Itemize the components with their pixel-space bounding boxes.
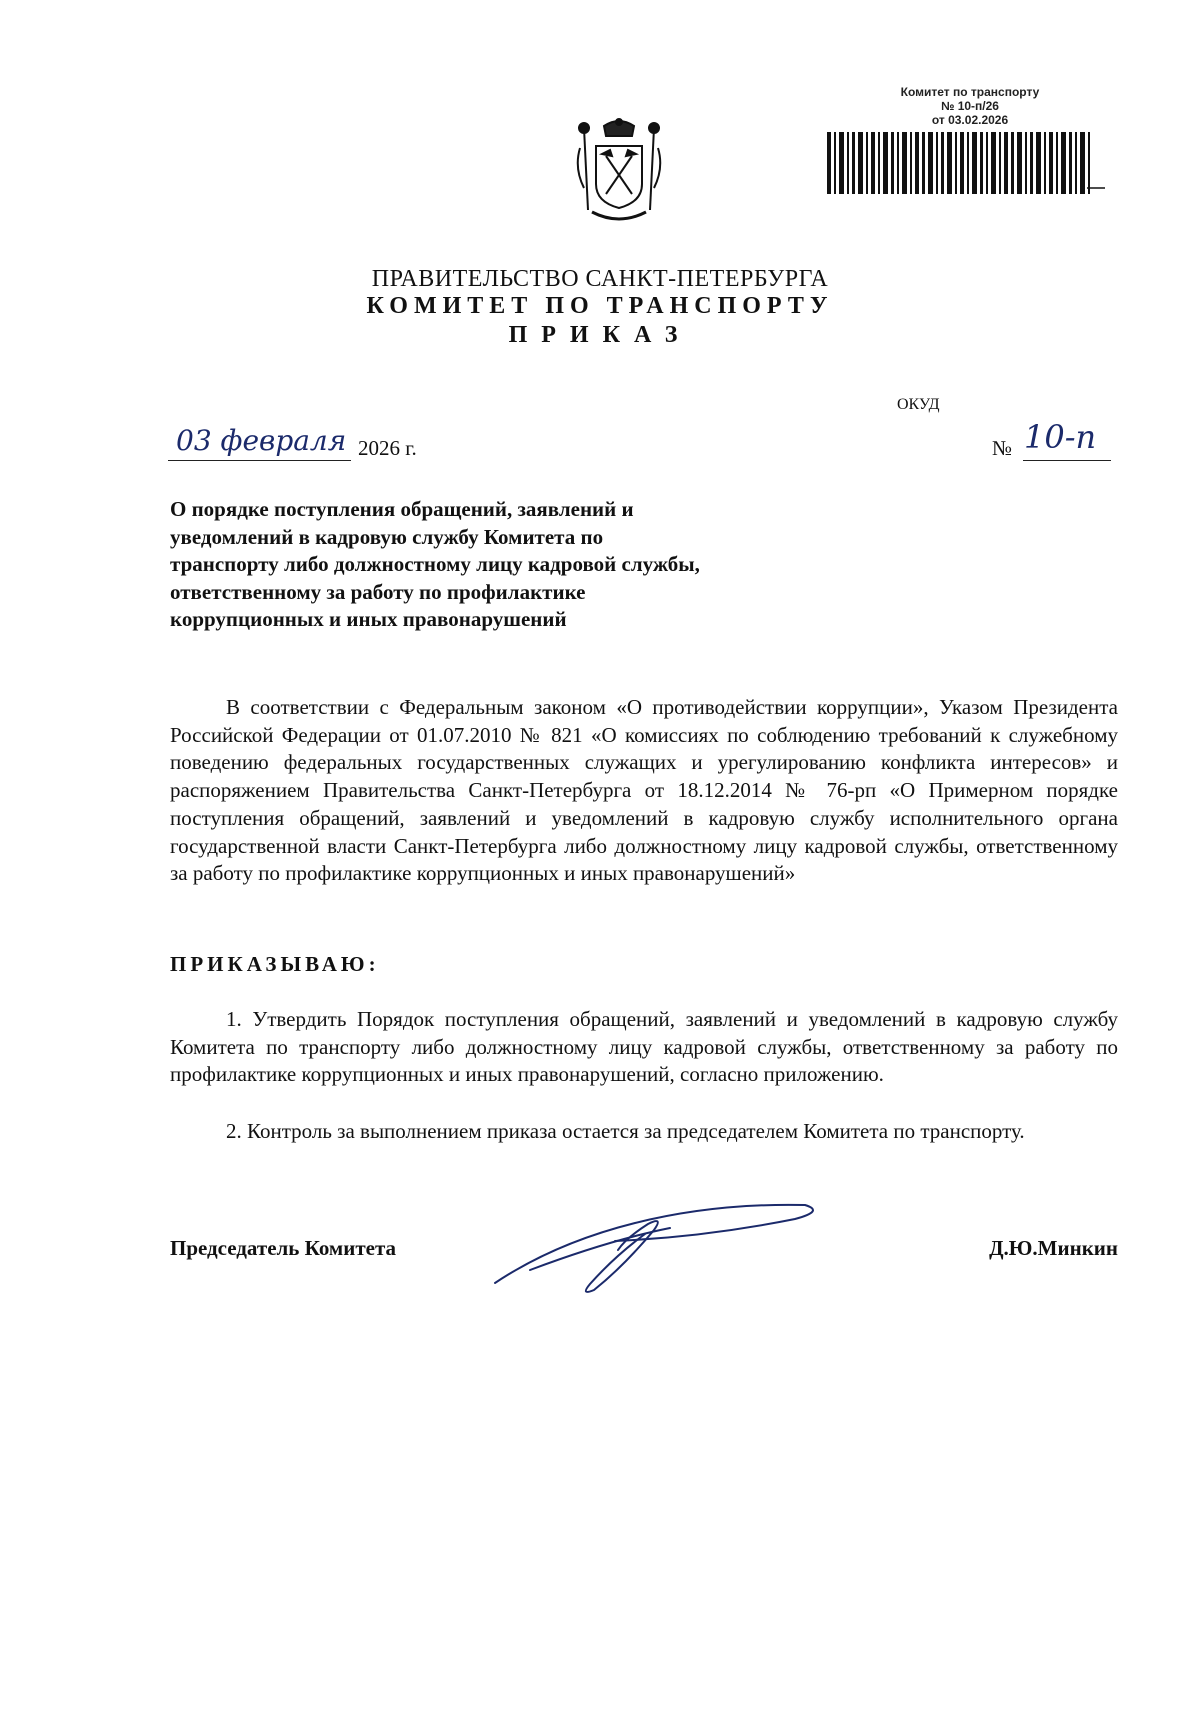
committee-title: КОМИТЕТ ПО ТРАНСПОРТУ xyxy=(366,293,834,319)
stamp-line-2: № 10-п/26 xyxy=(941,99,999,113)
signatory-name: Д.Ю.Минкин xyxy=(989,1236,1118,1260)
order-item-2: 2. Контроль за выполнением приказа остается за председателем Комитета по транспорту. xyxy=(226,1119,1025,1143)
barcode xyxy=(825,132,1105,194)
document-subject: О порядке поступления обращений, заявлений и уведомлений в кадровую службу Комитета по транспорту либо должностному лицу кадровой службы, ответственному за работу по профилактике коррупционных и иных правонарушений xyxy=(170,497,700,632)
date-year: 2026 г. xyxy=(358,436,417,460)
number-sign: № xyxy=(992,436,1013,460)
preamble-paragraph: В соответствии с Федеральным законом «О противодействии коррупции», Указом Президента Российской Федерации от 01.07.2010 № 821 «О комиссиях по соблюдению требований к служебному поведению федеральных государственных служащих и урегулированию конфликта интересов» и распоряжением Правительства Санкт-Петербурга от 18.12.2014 № 76-рп «О Примерном порядке поступления обращений, заявлений и уведомлений в кадровую службу исполнительного органа государственной власти Санкт-Петербурга либо должностному лицу кадровой службы, ответственному за работу по профилактике коррупционных и иных правонарушений» xyxy=(170,695,1118,886)
document-type: ПРИКАЗ xyxy=(508,322,692,348)
handwritten-signature xyxy=(490,1198,820,1298)
order-directive: ПРИКАЗЫВАЮ: xyxy=(170,952,380,976)
stamp-line-1: Комитет по транспорту xyxy=(900,85,1040,99)
registration-stamp xyxy=(820,85,1120,127)
order-item-1: 1. Утвердить Порядок поступления обращений, заявлений и уведомлений в кадровую службу Комитета по транспорту либо должностному лицу кадровой службы, ответственному за работу по профилактике коррупционных и иных правонарушений, согласно приложению. xyxy=(170,1007,1118,1087)
signatory-title: Председатель Комитета xyxy=(170,1236,397,1260)
stamp-line-3: от 03.02.2026 xyxy=(931,113,1009,127)
government-title: ПРАВИТЕЛЬСТВО САНКТ-ПЕТЕРБУРГА xyxy=(371,266,829,292)
handwritten-date: 03 февраля xyxy=(176,424,347,457)
okud-label: ОКУД xyxy=(897,396,940,413)
coat-of-arms-emblem xyxy=(574,118,664,224)
handwritten-number: 10-п xyxy=(1024,418,1097,456)
